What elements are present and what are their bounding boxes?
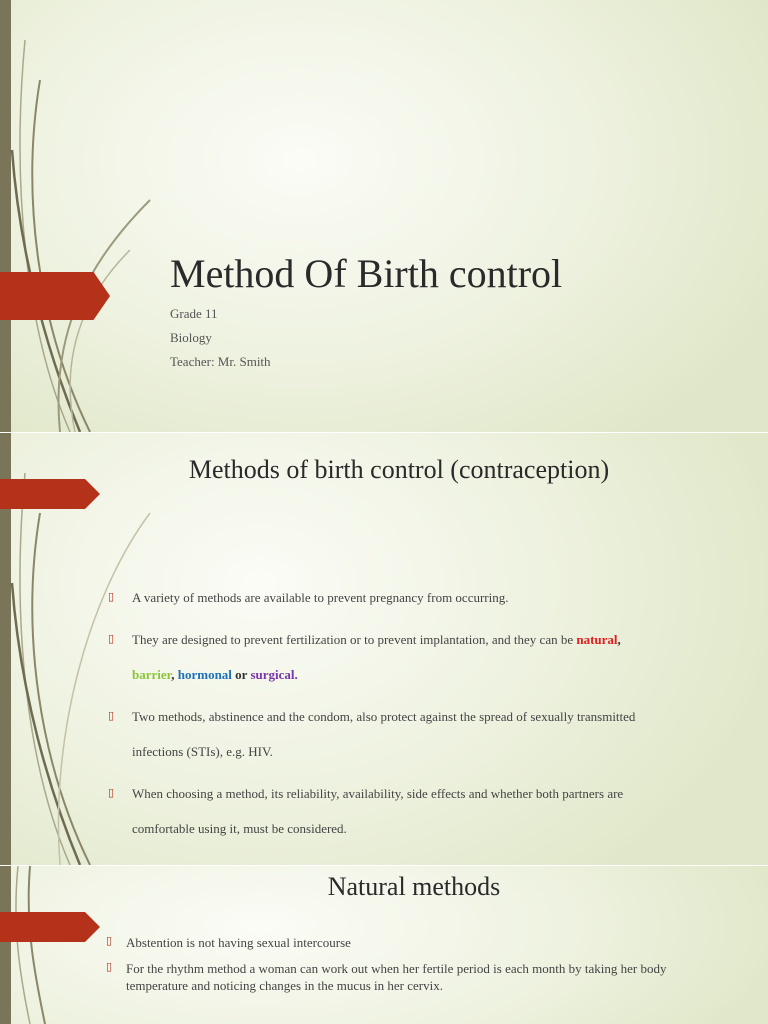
slide-title: Natural methods: [327, 872, 501, 901]
accent-arrow: [0, 272, 110, 320]
bullet-text: Two methods, abstinence and the condom, also protect against the spread of sexually transmitted: [132, 709, 636, 724]
slide-title: Method Of Birth control: [170, 251, 563, 296]
bullet-text: Abstention is not having sexual intercourse: [126, 935, 351, 950]
bullet-marker-icon: ▯: [108, 786, 115, 799]
bullet-marker-icon: ▯: [108, 632, 115, 645]
bullet-marker-icon: ▯: [106, 934, 113, 947]
subtitle-grade: Grade 11: [170, 306, 218, 321]
bullet-marker-icon: ▯: [106, 960, 113, 973]
contraception-slide: [0, 433, 768, 865]
bullet-text: When choosing a method, its reliability, availability, side effects and whether both partners are: [132, 786, 624, 801]
bullet-marker-icon: ▯: [108, 709, 115, 722]
keyword-hormonal: hormonal: [177, 667, 232, 682]
bullet-text: infections (STIs), e.g. HIV.: [132, 744, 273, 759]
subtitle-subject: Biology: [170, 330, 212, 345]
slide-title: Methods of birth control (contraception): [188, 455, 610, 484]
title-slide: [0, 0, 768, 432]
keyword-barrier: barrier: [132, 667, 172, 682]
accent-arrow: [0, 912, 100, 942]
natural-methods-slide: [0, 866, 768, 1024]
subtitle-teacher: Teacher: Mr. Smith: [170, 354, 271, 369]
bullet-text: barrier, hormonal or surgical.: [132, 667, 298, 682]
bullet-text: comfortable using it, must be considered.: [132, 821, 347, 836]
bullet-text: For the rhythm method a woman can work out when her fertile period is each month by taking her body temperature and noticing changes in the mucus in her cervix.: [126, 961, 667, 993]
keyword-natural: natural: [576, 632, 618, 647]
bullet-text: A variety of methods are available to prevent pregnancy from occurring.: [132, 590, 509, 605]
bullet-marker-icon: ▯: [108, 590, 115, 603]
bullet-text: They are designed to prevent fertilization or to prevent implantation, and they can be natural,: [132, 632, 621, 647]
keyword-surgical: surgical.: [250, 667, 298, 682]
